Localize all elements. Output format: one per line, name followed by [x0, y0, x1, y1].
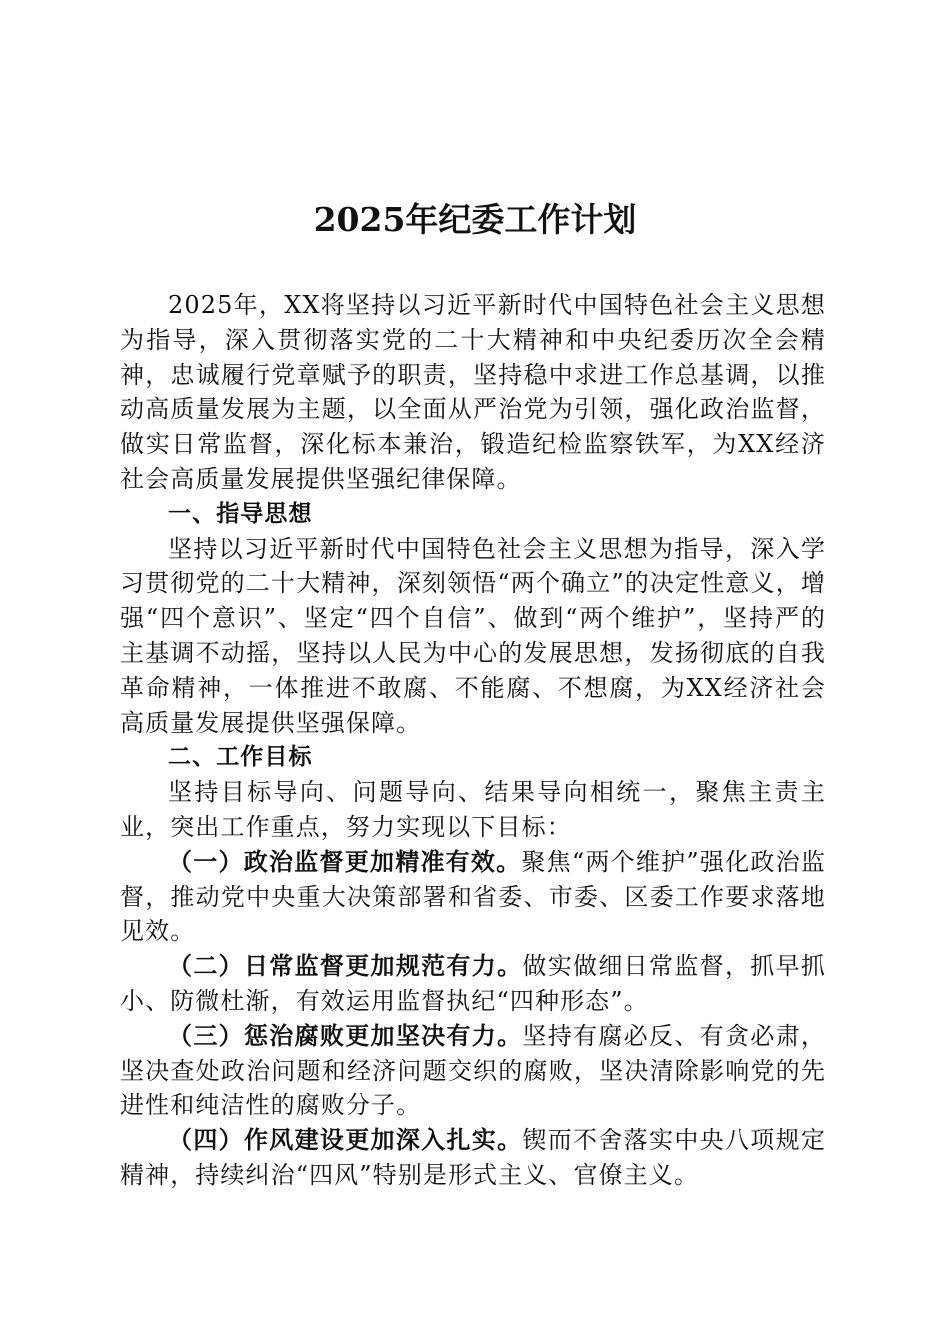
- goal-item-lead: （一）政治监督更加精准有效。: [168, 846, 522, 876]
- goal-item-text: 做实做细日常监督，抓早抓小、防微杜渐，有效运用监督执纪“四种形态”。: [120, 952, 826, 1015]
- section-heading-guiding-thought: 一、指导思想: [168, 500, 313, 527]
- goal-item-text: 聚焦“两个维护”强化政治监督，推动党中央重大决策部署和省委、市委、区委工作要求落地见效。: [120, 847, 826, 946]
- goal-item: [120, 845, 826, 949]
- guiding-thought-paragraph: 坚持以习近平新时代中国特色社会主义思想为指导，深入学习贯彻党的二十大精神，深刻领悟“两个确立”的决定性意义，增强“四个意识”、坚定“四个自信”、做到“两个维护”，坚持严的主基调不动摇，坚持以人民为中心的发展思想，发扬彻底的自我革命精神，一体推进不敢腐、不能腐、不想腐，为XX经济社会高质量发展提供坚强保障。: [120, 534, 826, 737]
- goal-item-text: 坚持有腐必反、有贪必肃，坚决查处政治问题和经济问题交织的腐败，坚决清除影响党的先进性和纯洁性的腐败分子。: [120, 1021, 826, 1120]
- page-title: 2025年纪委工作计划: [313, 200, 637, 239]
- section-heading-work-goals: 二、工作目标: [168, 744, 313, 771]
- goal-item: [120, 1123, 826, 1193]
- goal-item-lead: （三）惩治腐败更加坚决有力。: [168, 1020, 523, 1050]
- intro-paragraph: 2025年，XX将坚持以习近平新时代中国特色社会主义思想为指导，深入贯彻落实党的二十大精神和中央纪委历次全会精神，忠诚履行党章赋予的职责，坚持稳中求进工作总基调，以推动高质量发展为主题，以全面从严治党为引领，强化政治监督，做实日常监督，深化标本兼治，锻造纪检监察铁军，为XX经济社会高质量发展提供坚强纪律保障。: [120, 291, 826, 493]
- goal-item-text: 锲而不舍落实中央八项规定精神，持续纠治“四风”特别是形式主义、官僚主义。: [120, 1126, 826, 1189]
- document-body: [120, 288, 826, 1193]
- work-goals-paragraph: 坚持目标导向、问题导向、结果导向相统一，聚焦主责主业，突出工作重点，努力实现以下目标：: [120, 778, 826, 841]
- goal-item: [120, 1019, 826, 1123]
- goal-item-lead: （四）作风建设更加深入扎实。: [168, 1125, 523, 1155]
- goal-item-lead: （二）日常监督更加规范有力。: [168, 951, 523, 981]
- goal-item: [120, 949, 826, 1019]
